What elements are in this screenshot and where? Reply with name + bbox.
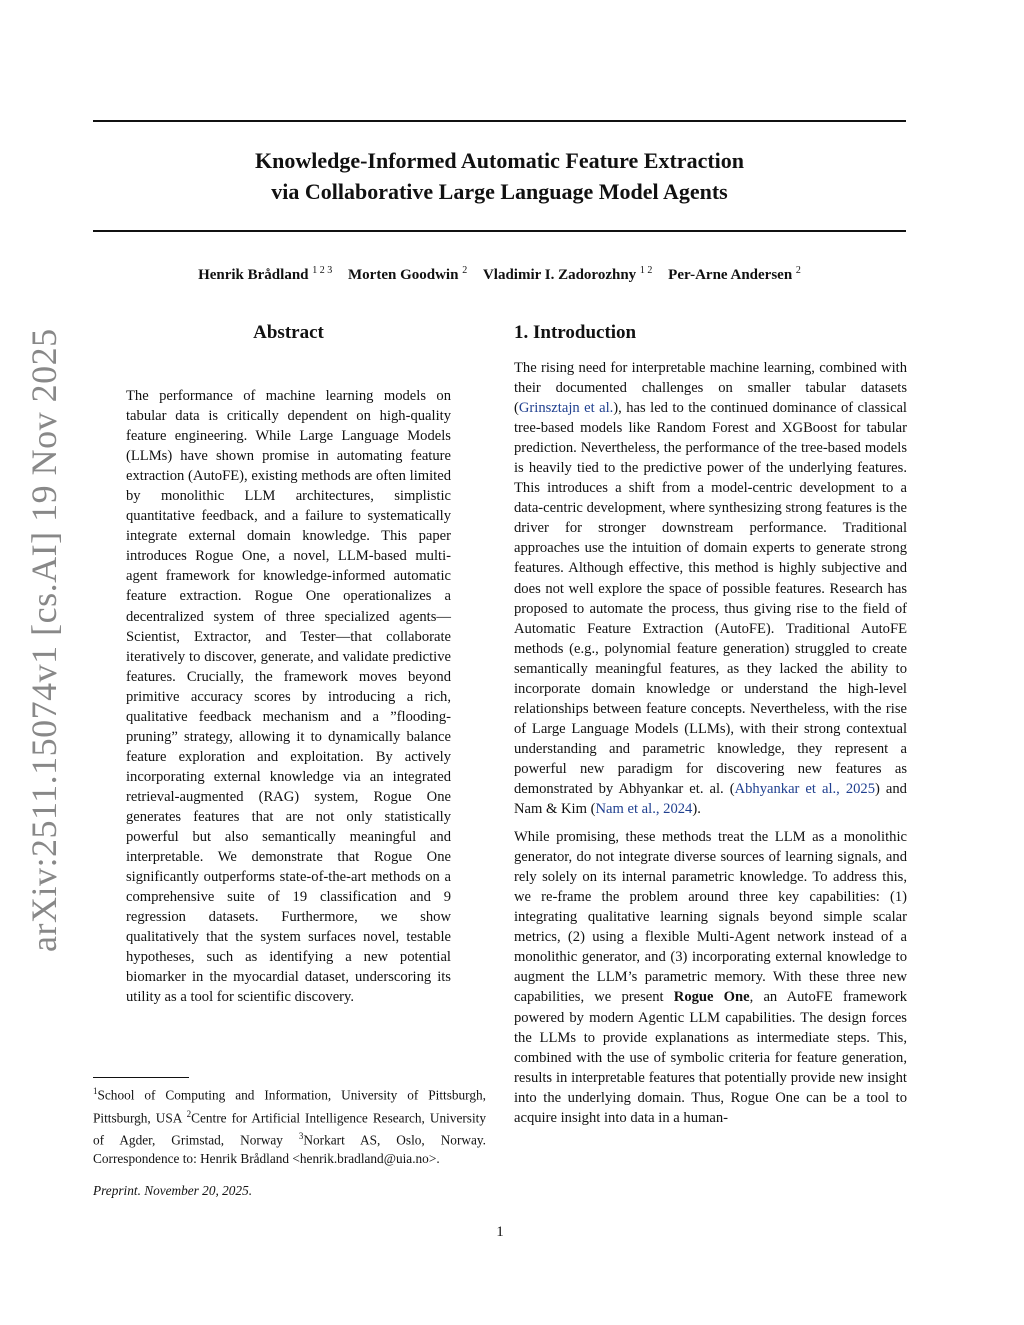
title-bottom-rule	[93, 230, 906, 232]
author-affiliation: 1 2	[639, 265, 653, 276]
introduction-heading: 1. Introduction	[514, 322, 637, 343]
author-1	[198, 267, 332, 283]
abstract-column	[126, 320, 451, 1022]
preprint-note: Preprint. November 20, 2025.	[93, 1183, 253, 1198]
author-list	[93, 265, 906, 284]
footnote-marker: 2	[186, 1108, 192, 1119]
author-affiliation: 2	[795, 265, 801, 276]
paper-title-line-1: Knowledge-Informed Automatic Feature Extraction	[254, 148, 745, 173]
introduction-paragraph-1	[514, 358, 907, 819]
author-name: Vladimir I. Zadorozhny	[482, 267, 637, 283]
paragraph-text: ).	[692, 801, 701, 818]
citation-link[interactable]: Abhyankar et al., 2025	[734, 780, 876, 797]
paper-title	[93, 145, 906, 207]
footnote-text: School of Computing and Information, University of Pittsburgh, Pittsburgh, USA	[93, 1087, 486, 1126]
author-4	[668, 267, 801, 283]
footnote-text: Centre for Artificial Intelligence Research, University of Agder, Grimstad, Norway	[93, 1110, 486, 1148]
author-name: Henrik Brådland	[198, 267, 309, 283]
author-3	[483, 267, 652, 283]
author-affiliation: 1 2 3	[312, 265, 333, 276]
author-affiliation: 2	[462, 265, 468, 276]
paper-title-line-2: via Collaborative Large Language Model Agents	[271, 179, 728, 204]
abstract-heading: Abstract	[253, 322, 324, 343]
paragraph-text: ) and Nam & Kim (	[514, 780, 907, 818]
citation-link[interactable]: Nam et al., 2024	[595, 801, 693, 818]
footnote-rule	[93, 1077, 189, 1078]
introduction-paragraph-2	[514, 827, 907, 1128]
framework-name: Rogue One	[673, 989, 750, 1006]
author-2	[348, 267, 467, 283]
abstract-text: The performance of machine learning models on tabular data is critically dependent on high-quality feature engineering. While Large Language Models (LLMs) have shown promise in automating feature extraction (AutoFE), existing methods are often limited by monolithic LLM architectures, simplistic quantitative feedback, and a failure to systematically integrate external domain knowledge. This paper introduces Rogue One, a novel, LLM-based multi-agent framework for knowledge-informed automatic feature extraction. Rogue One operationalizes a decentralized system of three specialized agents—Scientist, Extractor, and Tester—that collaborate iteratively to discover, generate, and validate predictive features. Crucially, the framework moves beyond primitive accuracy scores by introducing a rich, qualitative feedback mechanism and a ”flooding-pruning” strategy, allowing it to dynamically balance feature exploration and exploitation. By actively incorporating external knowledge via an integrated retrieval-augmented (RAG) system, Rogue One generates features that are not only statistically powerful but also semantically meaningful and interpretable. We demonstrate that Rogue One significantly outperforms state-of-the-art methods on a comprehensive suite of 19 classification and 9 regression datasets. Furthermore, we show qualitatively that the system surfaces novel, testable hypotheses, such as identifying a new potential biomarker in the myocardial dataset, underscoring its utility as a tool for scientific discovery.	[126, 388, 451, 1006]
affiliation-footnote	[93, 1082, 486, 1168]
arxiv-identifier-stamp: arXiv:2511.15074v1 [cs.AI] 19 Nov 2025	[24, 328, 64, 952]
page-number: 1	[496, 1224, 504, 1240]
paragraph-text: , an AutoFE framework powered by modern Agentic LLM capabilities. The design forces the LLMs to provide explanations as intermediate steps. This, combined with the use of symbolic criteria for feature generation, results in interpretable features that potentially provide new insight into the underlying domain. Thus, Rogue One can be a tool to acquire insight into data in a human-	[514, 989, 907, 1126]
citation-link[interactable]: Grinsztajn et al.	[518, 400, 614, 417]
author-name: Per-Arne Andersen	[668, 267, 793, 283]
introduction-column	[514, 320, 907, 1136]
footnote-text: Norkart AS, Oslo, Norway. Correspondence to: Henrik Brådland <henrik.bradland@uia.no>.	[93, 1132, 486, 1166]
title-top-rule	[93, 120, 906, 122]
author-name: Morten Goodwin	[348, 267, 459, 283]
paragraph-text: ), has led to the continued dominance of classical tree-based models like Random Forest and XGBoost for tabular prediction. Nevertheless, the performance of the tree-based models is heavily tied to the predictive power of the underlying features. This introduces a shift from a model-centric development to a data-centric development, where synthesizing strong features is the driver for stronger downstream performance. Traditional approaches use the intuition of domain experts to generate strong features. Although effective, this method is highly subjective and does not well explore the space of possible features. Research has proposed to automate the process, thus giving rise to the field of Automatic Feature Extraction (AutoFE). Traditional AutoFE methods (e.g., polynomial feature generation) struggled to create semantically meaningful features, as they lacked the ability to incorporate domain knowledge or understand the high-level relationships between feature concepts. Nevertheless, with the rise of Large Language Models (LLMs), with their strong contextual understanding and parametric knowledge, they represent a powerful new paradigm for discovering new features as demonstrated by Abhyankar et. al. (	[514, 400, 907, 797]
footnote-marker: 1	[93, 1086, 98, 1096]
footnote-marker: 3	[298, 1131, 304, 1142]
paragraph-text: The rising need for interpretable machine learning, combined with their documented challenges on smaller tabular datasets (	[514, 360, 907, 417]
paragraph-text: While promising, these methods treat the LLM as a monolithic generator, do not integrate diverse sources of learning signals, and rely solely on its internal parametric knowledge. To address this, we re-frame the problem around three key capabilities: (1) integrating qualitative learning signals beyond simple scalar metrics, (2) using a flexible Multi-Agent network instead of a monolithic generator, and (3) incorporating external knowledge to augment the LLM’s parametric memory. With these three new capabilities, we present	[514, 829, 907, 1006]
